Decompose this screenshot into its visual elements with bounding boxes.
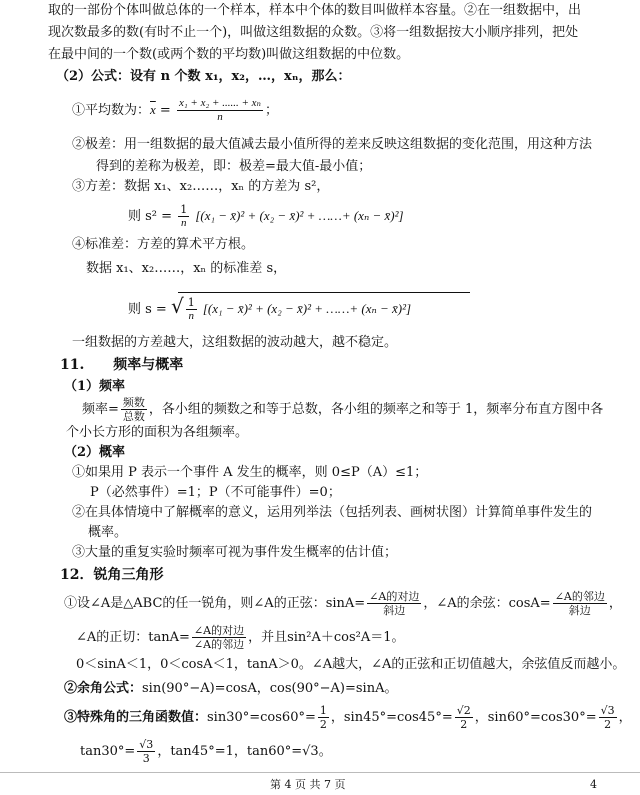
trig1-tail: ， <box>608 596 622 611</box>
section-11-number: 11. <box>60 357 85 373</box>
page-number: 4 <box>590 778 597 791</box>
tan-values-tail: ，tan45°=1，tan60°=√3。 <box>157 744 332 759</box>
sqrt-icon: √ <box>170 294 184 318</box>
sin60-label: ，sin60°=cos30°= <box>474 710 597 725</box>
complementary-angle-formula <box>64 680 397 698</box>
tan30-fraction <box>137 738 155 765</box>
sin45-label: ，sin45°=cos45°= <box>330 710 453 725</box>
frequency-line-2: 个小长方形的面积为各组频率。 <box>66 425 249 440</box>
probability-line-5: ③大量的重复实验时频率可视为事件发生概率的估计值； <box>72 545 398 560</box>
frequency-tail: ，各小组的频数之和等于总数，各小组的频率之和等于 1，频率分布直方图中各 <box>148 402 604 417</box>
sin45-fraction <box>455 704 473 731</box>
special-angle-values <box>64 704 632 731</box>
probability-heading: （2）概率 <box>64 445 126 460</box>
tangent-label: ∠A的正切：tanA= <box>76 630 190 645</box>
cosine-label: ，∠A的余弦：cosA= <box>423 596 551 611</box>
range-line-1: ②极差：用一组数据的最大值减去最小值所得的差来反映这组数据的变化范围，用这种方法 <box>72 137 593 152</box>
sin30-den: 2 <box>319 718 327 731</box>
mean-fraction <box>177 97 263 124</box>
tangent-values <box>80 738 332 765</box>
section-12-number: 12． <box>60 567 94 583</box>
sine-label: ①设∠A是△ABC的任一锐角，则∠A的正弦：sinA= <box>64 596 366 611</box>
section-12-heading <box>60 566 163 584</box>
tangent-frac-num: ∠A的对边 <box>193 624 245 637</box>
tan30-den: 3 <box>142 752 150 765</box>
probability-line-1: ①如果用 P 表示一个事件 A 发生的概率，则 0≤P（A）≤1； <box>72 465 428 480</box>
sine-fraction <box>367 590 421 617</box>
sin45-den: 2 <box>460 718 468 731</box>
sine-frac-num: ∠A的对边 <box>369 590 420 603</box>
mean-formula: ①平均数为：$\overline{x}$ = $\frac{\text{x₁ + x₂ + ...... + xₙ}}{n}$ ； <box>72 97 279 123</box>
stddev-rhs: [(x₁ − x̄)² + (x₂ − x̄)² + ……+ (xₙ − x̄)²] <box>202 301 412 316</box>
trig-range-note: 0＜sinA＜1，0＜cosA＜1，tanA＞0。∠A越大，∠A的正弦和正切值越大，余弦值反而越小。 <box>76 657 626 672</box>
stddev-frac-num: 1 <box>187 296 195 309</box>
tan30-label: tan30°= <box>80 744 136 759</box>
variance-fraction <box>178 203 189 230</box>
section-12-title: 锐角三角形 <box>93 567 164 583</box>
variance-frac-num: 1 <box>180 203 188 216</box>
variance-lhs: 则 s² = <box>128 209 173 224</box>
special-tail: ， <box>618 710 632 725</box>
mean-denominator: n <box>217 111 223 123</box>
stddev-fraction <box>186 296 197 323</box>
page-footer: 第 4 页 共 7 页 <box>270 778 346 791</box>
section-11-heading <box>60 356 183 374</box>
tangent-frac-den: ∠A的邻边 <box>193 638 245 651</box>
stddev-data: 数据 x₁、x₂……，xₙ 的标准差 s， <box>86 261 287 276</box>
sin60-fraction <box>599 704 617 731</box>
variance-frac-den: n <box>180 217 187 229</box>
variance-rhs: [(x₁ − x̄)² + (x₂ − x̄)² + ……+ (xₙ − x̄)²] <box>195 208 404 223</box>
sin60-den: 2 <box>604 718 612 731</box>
variance-label: ③方差：数据 x₁、x₂……，xₙ 的方差为 s²， <box>72 179 330 194</box>
text-line-3: 在最中间的一个数(或两个数的平均数)叫做这组数据的中位数。 <box>48 47 410 62</box>
frequency-heading: （1）频率 <box>64 379 126 394</box>
trig-definition-1 <box>64 590 622 617</box>
sin30-label: sin30°=cos60°= <box>207 710 316 725</box>
special-angle-heading: ③特殊角的三角函数值： <box>64 710 208 725</box>
sin30-num: 1 <box>319 704 327 717</box>
frequency-frac-num: 频数 <box>122 396 145 409</box>
complementary-body: sin(90°−A)=cosA，cos(90°−A)=sinA。 <box>142 681 398 696</box>
mean-label: ①平均数为： <box>72 103 151 118</box>
mean-numerator: x₁ + x₂ + ...... + xₙ <box>178 97 261 109</box>
frequency-fraction <box>121 396 147 423</box>
cosine-frac-num: ∠A的邻边 <box>554 590 605 603</box>
sin30-fraction <box>318 704 329 731</box>
trig-definition-2 <box>76 624 405 651</box>
probability-line-3: ②在具体情境中了解概率的意义，运用列举法（包括列表、画树状图）计算简单事件发生的 <box>72 505 593 520</box>
sin45-num: √2 <box>456 704 471 717</box>
tangent-fraction <box>192 624 246 651</box>
mean-tail: ； <box>265 103 279 118</box>
mean-symbol: $\overline{x}$ <box>150 102 156 117</box>
frequency-definition <box>82 396 603 423</box>
frequency-frac-den: 总数 <box>122 410 145 423</box>
probability-line-4: 概率。 <box>88 525 128 540</box>
sqrt-bar <box>178 292 470 293</box>
text-line-2: 现次数最多的数(有时不止一个)，叫做这组数据的众数。③将一组数据按大小顺序排列，把处 <box>48 25 579 40</box>
pythagorean-identity: ，并且sin²A＋cos²A＝1。 <box>248 630 405 645</box>
stddev-formula <box>128 296 411 323</box>
sine-frac-den: 斜边 <box>383 604 406 617</box>
range-line-2: 得到的差称为极差，即：极差=最大值-最小值； <box>96 159 372 174</box>
probability-line-2: P（必然事件）=1；P（不可能事件）=0； <box>90 485 341 500</box>
section-11-title: 频率与概率 <box>113 357 184 373</box>
frequency-lhs: 频率= <box>82 402 119 417</box>
stddev-frac-den: n <box>188 310 194 322</box>
cosine-frac-den: 斜边 <box>568 604 591 617</box>
sin60-num: √3 <box>600 704 615 717</box>
tan30-num: √3 <box>139 738 154 751</box>
stddev-label: ④标准差：方差的算术平方根。 <box>72 237 255 252</box>
stability-note: 一组数据的方差越大，这组数据的波动越大，越不稳定。 <box>72 335 398 350</box>
cosine-fraction <box>553 590 607 617</box>
complementary-heading: ②余角公式： <box>64 681 143 696</box>
stddev-lhs: 则 s = <box>128 302 167 317</box>
footer-divider <box>0 772 640 773</box>
text-line-1: 取的一部份个体叫做总体的一个样本，样本中个体的数目叫做样本容量。②在一组数据中，出 <box>48 3 582 18</box>
formula-heading: （2）公式：设有 n 个数 x₁，x₂，…，xₙ，那么： <box>56 69 351 84</box>
variance-formula <box>128 203 404 230</box>
